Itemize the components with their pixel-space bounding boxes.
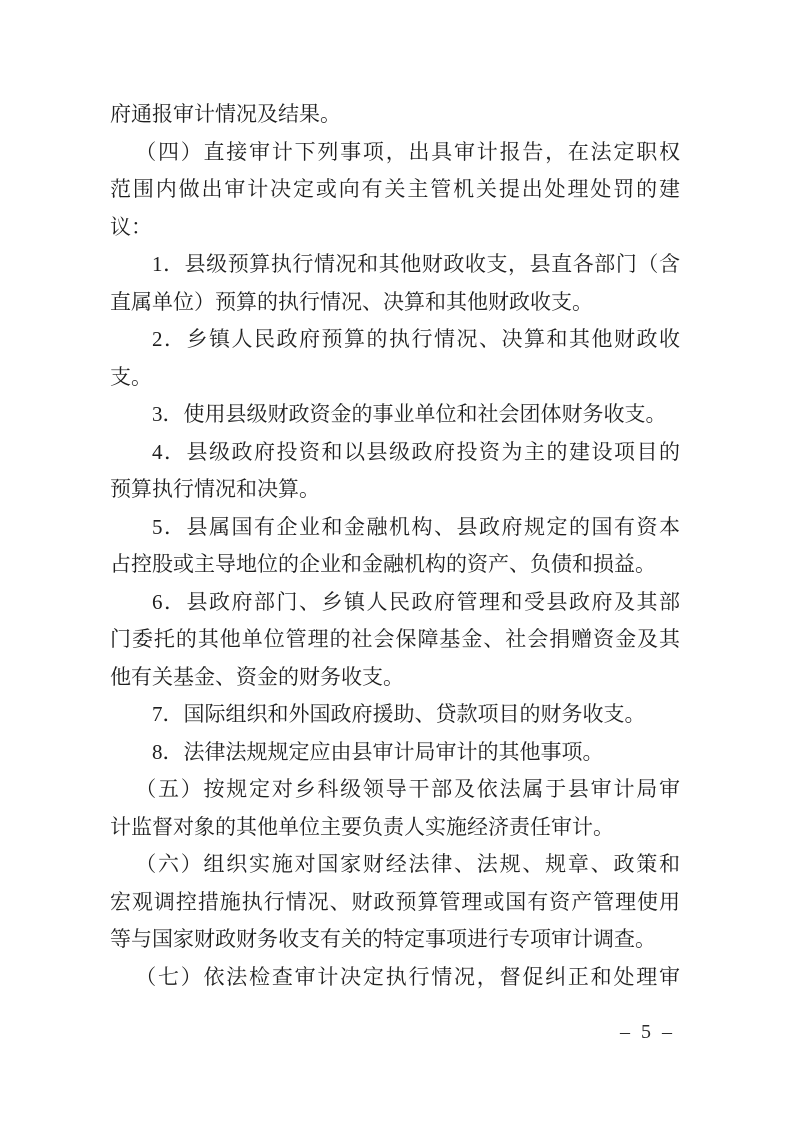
text-line: 支。 bbox=[110, 364, 152, 389]
text-line: 宏观调控措施执行情况、财政预算管理或国有资产管理使用 bbox=[110, 889, 680, 914]
text-line: 1．县级预算执行情况和其他财政收支，县直各部门（含 bbox=[152, 252, 680, 276]
document-body bbox=[110, 96, 680, 996]
text-line: 府通报审计情况及结果。 bbox=[110, 102, 341, 126]
paragraph bbox=[110, 584, 680, 697]
text-line: 3．使用县级财政资金的事业单位和社会团体财务收支。 bbox=[152, 402, 667, 426]
text-line: 预算执行情况和决算。 bbox=[110, 477, 320, 501]
text-line: （五）按规定对乡科级领导干部及依法属于县审计局审 bbox=[135, 777, 680, 801]
text-line: 他有关基金、资金的财务收支。 bbox=[110, 664, 404, 689]
text-line: 6．县政府部门、乡镇人民政府管理和受县政府及其部 bbox=[152, 589, 680, 614]
text-line: 7．国际组织和外国政府援助、贷款项目的财务收支。 bbox=[152, 702, 646, 726]
text-line: 范围内做出审计决定或向有关主管机关提出处理处罚的建 bbox=[110, 177, 680, 201]
text-line: 等与国家财政财务收支有关的特定事项进行专项审计调查。 bbox=[110, 927, 656, 951]
text-line: （四）直接审计下列事项，出具审计报告，在法定职权 bbox=[135, 139, 680, 164]
text-line: 占控股或主导地位的企业和金融机构的资产、负债和损益。 bbox=[110, 552, 656, 576]
paragraph bbox=[110, 696, 680, 734]
text-line: 8．法律法规规定应由县审计局审计的其他事项。 bbox=[152, 739, 604, 764]
paragraph bbox=[110, 96, 680, 134]
paragraph bbox=[110, 734, 680, 772]
text-line: 2．乡镇人民政府预算的执行情况、决算和其他财政收 bbox=[152, 327, 680, 351]
text-line: 5．县属国有企业和金融机构、县政府规定的国有资本 bbox=[152, 514, 680, 539]
paragraph bbox=[110, 434, 680, 509]
text-line: 议： bbox=[110, 214, 152, 239]
text-line: 4．县级政府投资和以县级政府投资为主的建设项目的 bbox=[152, 439, 680, 464]
paragraph bbox=[110, 321, 680, 396]
paragraph bbox=[110, 509, 680, 584]
paragraph bbox=[110, 959, 680, 997]
paragraph bbox=[110, 246, 680, 321]
text-line: 直属单位）预算的执行情况、决算和其他财政收支。 bbox=[110, 289, 593, 314]
text-line: 门委托的其他单位管理的社会保障基金、社会捐赠资金及其 bbox=[110, 627, 680, 651]
paragraph bbox=[110, 771, 680, 846]
text-line: 计监督对象的其他单位主要负责人实施经济责任审计。 bbox=[110, 814, 614, 839]
text-line: （七）依法检查审计决定执行情况，督促纠正和处理审 bbox=[135, 964, 680, 989]
paragraph bbox=[110, 396, 680, 434]
paragraph bbox=[110, 134, 680, 247]
paragraph bbox=[110, 846, 680, 959]
page-number: – 5 – bbox=[620, 1021, 675, 1043]
text-line: （六）组织实施对国家财经法律、法规、规章、政策和 bbox=[135, 852, 680, 876]
